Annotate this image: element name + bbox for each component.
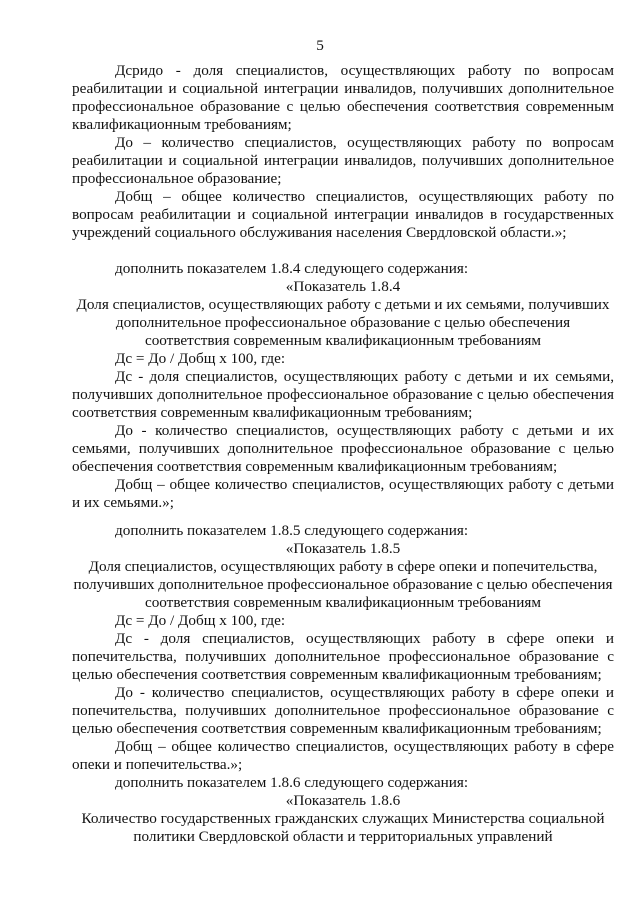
paragraph: До – количество специалистов, осуществляющих работу по вопросам реабилитации и социальной интеграции инвалидов, получивших дополнительное профессиональное образование; bbox=[72, 134, 614, 187]
indicator-title: Доля специалистов, осуществляющих работу в сфере опеки и попечительства, получивших дополнительное профессиональное образование с целью обеспечения соответствия современным квалификационным требованиям bbox=[73, 558, 613, 611]
paragraph: Добщ – общее количество специалистов, осуществляющих работу по вопросам реабилитации и социальной интеграции инвалидов в государственных учреждений социального обслуживания населения Свердловской области.»; bbox=[72, 188, 614, 241]
section-intro: дополнить показателем 1.8.5 следующего содержания: bbox=[115, 522, 469, 539]
indicator-label: «Показатель 1.8.4 bbox=[285, 278, 401, 295]
indicator-label: «Показатель 1.8.6 bbox=[285, 792, 401, 809]
formula: Дс = До / Добщ x 100, где: bbox=[115, 350, 286, 367]
indicator-1-8-5-section bbox=[72, 522, 614, 774]
paragraph: Дс - доля специалистов, осуществляющих работу в сфере опеки и попечительства, получивших дополнительное профессиональное образование с целью обеспечения соответствия современным квалификационным требованиям; bbox=[72, 630, 614, 683]
paragraph: До - количество специалистов, осуществляющих работу с детьми и их семьями, получивших дополнительное профессиональное образование с целью обеспечения соответствия современным квалификационным требованиям; bbox=[72, 422, 614, 475]
paragraph: До - количество специалистов, осуществляющих работу в сфере опеки и попечительства, получивших дополнительное профессиональное образование с целью обеспечения соответствия современным квалификационным требованиям; bbox=[72, 684, 614, 737]
paragraph: Дсридо - доля специалистов, осуществляющих работу по вопросам реабилитации и социальной интеграции инвалидов, получивших дополнительное профессиональное образование с целью обеспечения соответствия современным квалификационным требованиям; bbox=[72, 62, 614, 133]
section-intro: дополнить показателем 1.8.4 следующего содержания: bbox=[115, 260, 469, 277]
indicator-1-8-3-definitions bbox=[72, 62, 614, 242]
section-intro: дополнить показателем 1.8.6 следующего содержания: bbox=[115, 774, 469, 791]
indicator-label: «Показатель 1.8.5 bbox=[285, 540, 401, 557]
indicator-1-8-6-section bbox=[72, 774, 614, 846]
indicator-1-8-4-section bbox=[72, 260, 614, 512]
indicator-title: Доля специалистов, осуществляющих работу с детьми и их семьями, получивших дополнительное профессиональное образование с целью обеспечения соответствия современным квалификационным требованиям bbox=[76, 296, 610, 349]
indicator-title: Количество государственных гражданских служащих Министерства социальной политики Свердловской области и территориальных управлений bbox=[81, 810, 605, 845]
paragraph: Добщ – общее количество специалистов, осуществляющих работу с детьми и их семьями.»; bbox=[72, 476, 614, 511]
formula: Дс = До / Добщ x 100, где: bbox=[115, 612, 286, 629]
paragraph: Добщ – общее количество специалистов, осуществляющих работу в сфере опеки и попечительства.»; bbox=[72, 738, 614, 773]
page-number: 5 bbox=[316, 37, 324, 54]
paragraph: Дс - доля специалистов, осуществляющих работу с детьми и их семьями, получивших дополнительное профессиональное образование с целью обеспечения соответствия современным квалификационным требованиям; bbox=[72, 368, 614, 421]
